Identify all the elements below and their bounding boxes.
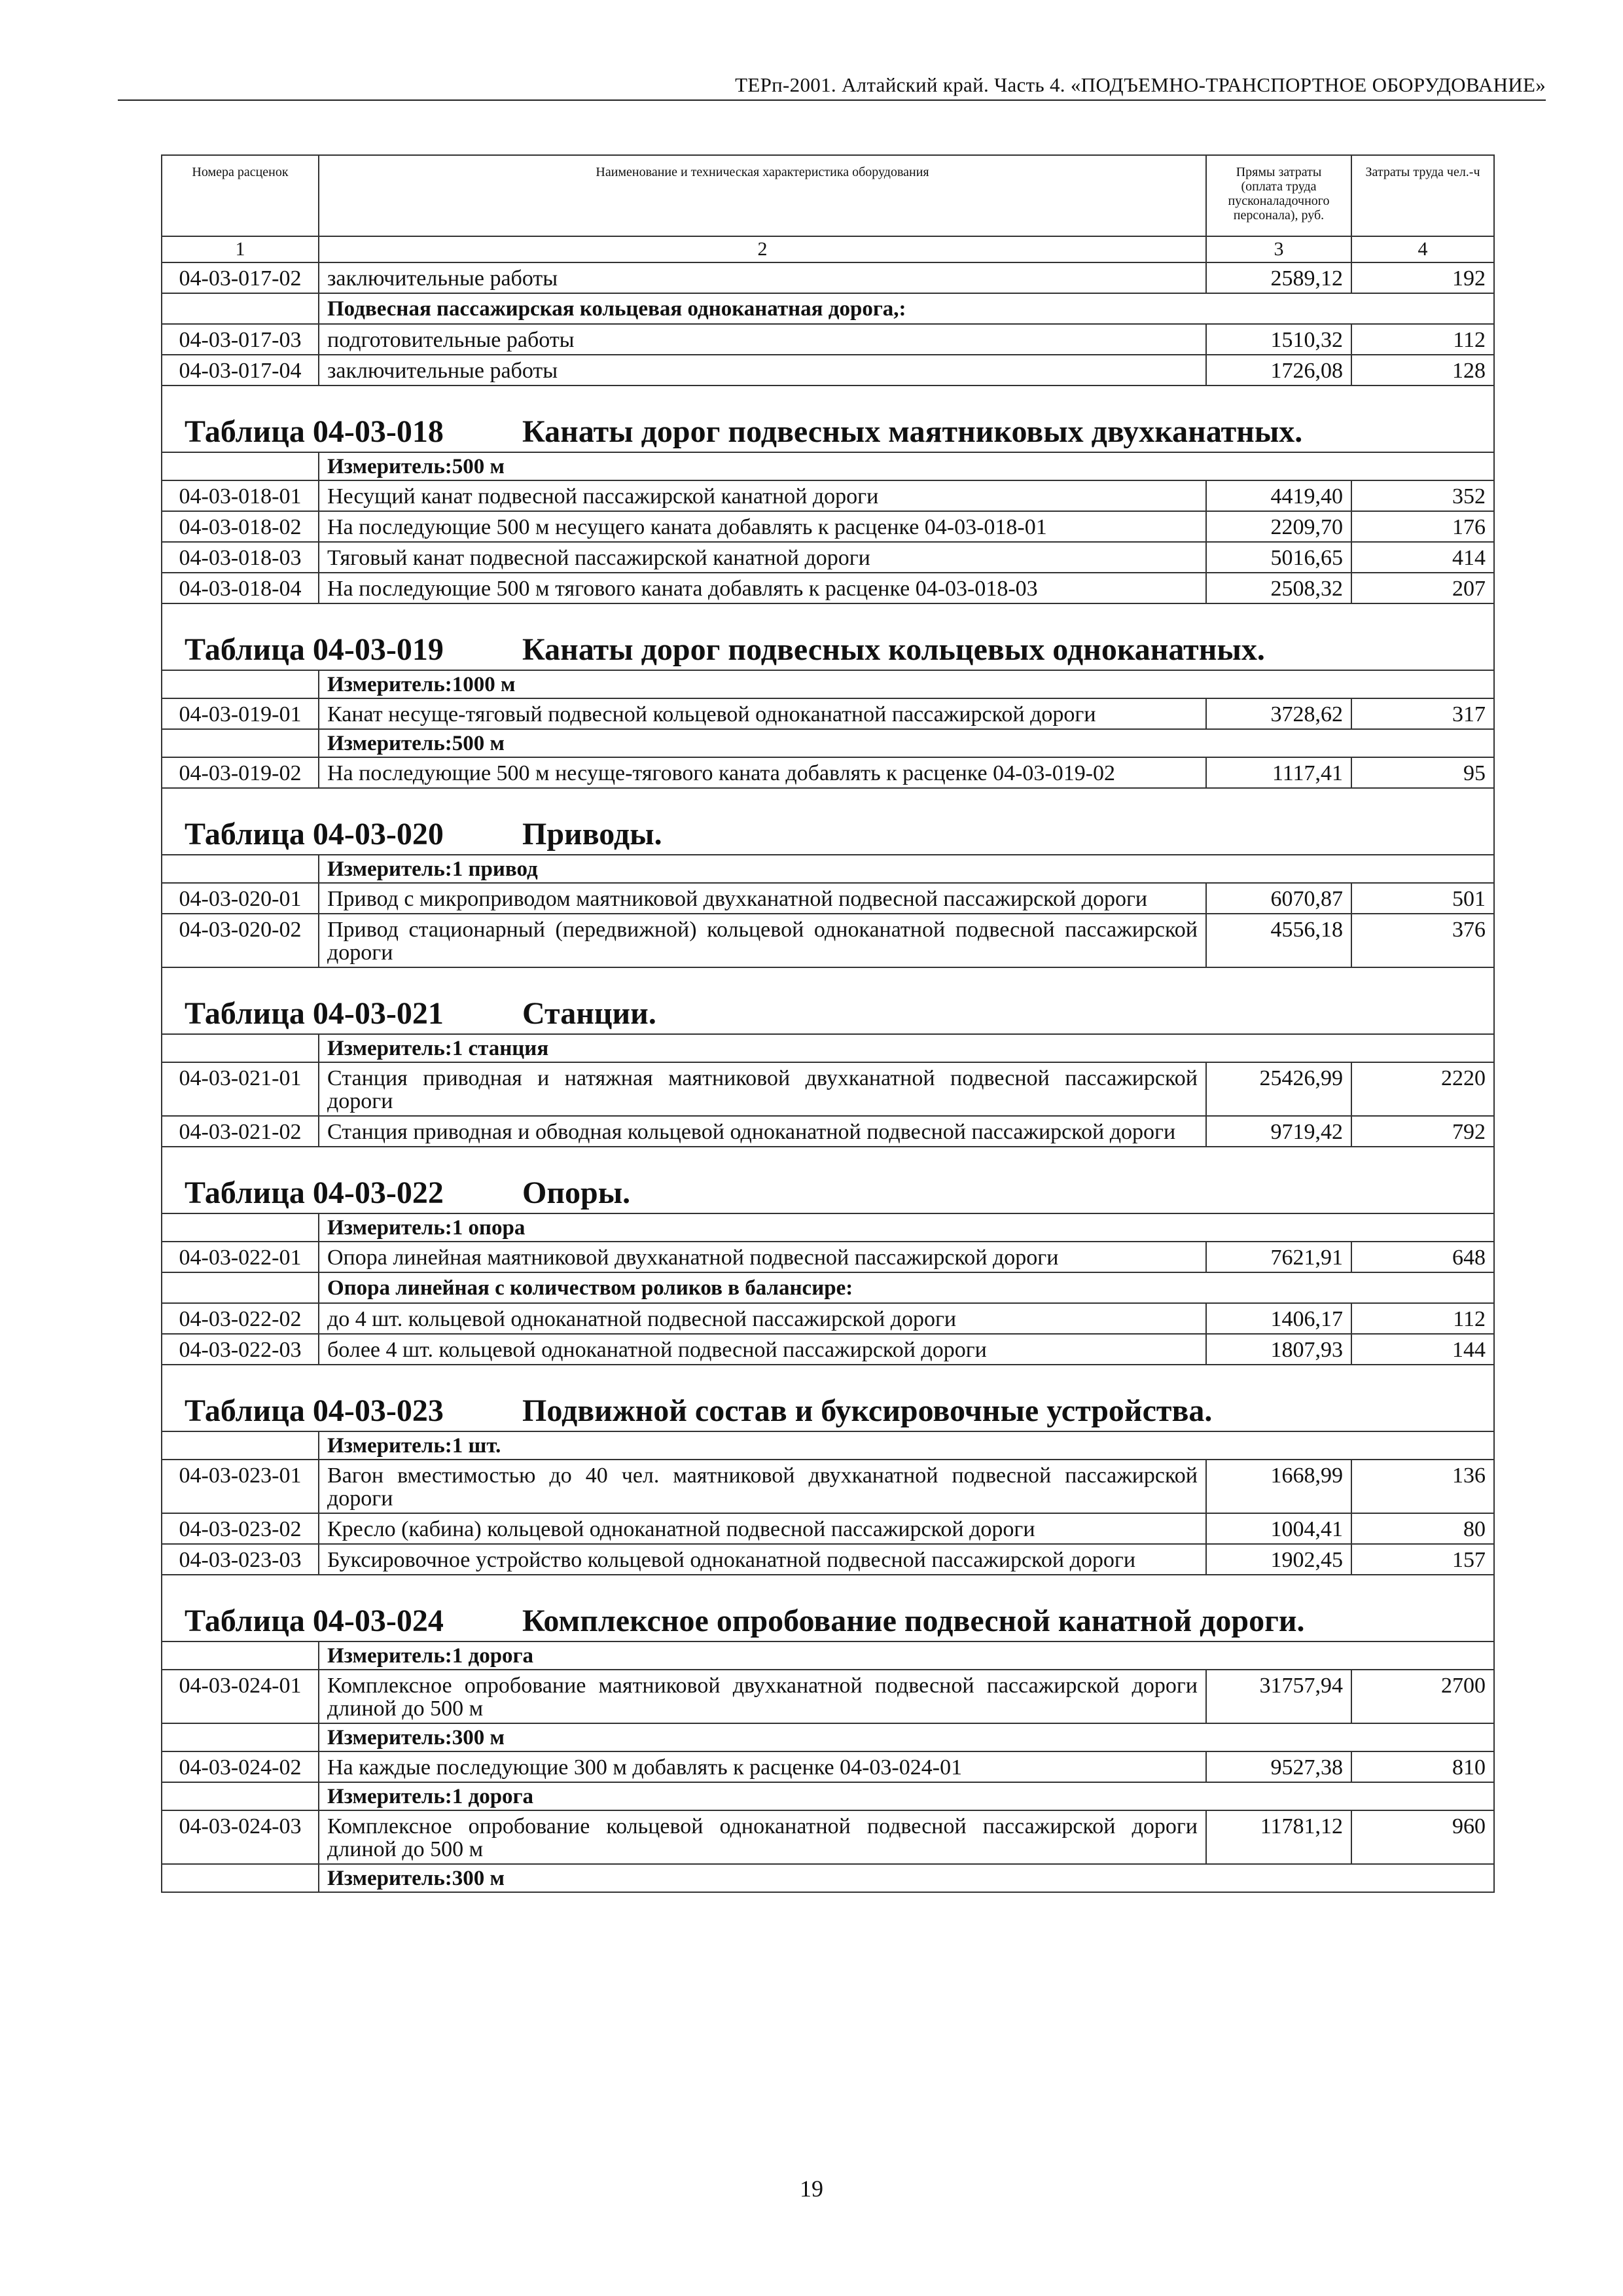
table-caption: Комплексное опробование подвесной канатной дороги. <box>522 1604 1305 1638</box>
rate-labor: 95 <box>1351 757 1494 788</box>
table-title-row <box>162 967 1494 1034</box>
rate-name: Станция приводная и натяжная маятниковой двухканатной подвесной пассажирской дороги <box>319 1062 1206 1116</box>
table-row <box>162 542 1494 573</box>
price-table-body <box>162 155 1494 1892</box>
rate-labor: 792 <box>1351 1116 1494 1147</box>
rate-code: 04-03-023-03 <box>162 1544 319 1575</box>
rate-code: 04-03-017-03 <box>162 324 319 355</box>
table-title <box>162 788 1494 855</box>
table-caption: Опоры. <box>522 1175 631 1210</box>
rate-labor: 80 <box>1351 1513 1494 1544</box>
table-row <box>162 480 1494 511</box>
table-title-row <box>162 603 1494 670</box>
rate-labor: 112 <box>1351 324 1494 355</box>
rate-cost: 1004,41 <box>1206 1513 1351 1544</box>
column-number-1: 1 <box>162 236 319 262</box>
meter-label: Измеритель:500 м <box>319 729 1494 757</box>
rate-name: Привод с микроприводом маятниковой двухканатной подвесной пассажирской дороги <box>319 883 1206 914</box>
table-row <box>162 511 1494 542</box>
running-header: ТЕРп-2001. Алтайский край. Часть 4. «ПОДЪЕМНО-ТРАНСПОРТНОЕ ОБОРУДОВАНИЕ» <box>118 73 1546 101</box>
rate-name: Опора линейная маятниковой двухканатной подвесной пассажирской дороги <box>319 1242 1206 1272</box>
page-number: 19 <box>800 2176 823 2202</box>
group-row <box>162 1272 1494 1303</box>
rate-cost: 31757,94 <box>1206 1670 1351 1723</box>
rate-labor: 128 <box>1351 355 1494 386</box>
rate-cost: 4556,18 <box>1206 914 1351 967</box>
meter-empty-cell <box>162 1431 319 1460</box>
rate-cost: 11781,12 <box>1206 1810 1351 1864</box>
meter-label: Измеритель:300 м <box>319 1723 1494 1751</box>
meter-row <box>162 1213 1494 1242</box>
rate-name: Тяговый канат подвесной пассажирской канатной дороги <box>319 542 1206 573</box>
rate-code: 04-03-018-03 <box>162 542 319 573</box>
meter-empty-cell <box>162 670 319 698</box>
table-row <box>162 698 1494 729</box>
table-number: Таблица 04-03-023 <box>185 1393 444 1428</box>
meter-empty-cell <box>162 1034 319 1062</box>
group-empty-cell <box>162 1272 319 1303</box>
rate-code: 04-03-024-03 <box>162 1810 319 1864</box>
rate-cost: 1406,17 <box>1206 1303 1351 1334</box>
rate-labor: 317 <box>1351 698 1494 729</box>
rate-code: 04-03-020-02 <box>162 914 319 967</box>
meter-empty-cell <box>162 1723 319 1751</box>
rate-code: 04-03-018-01 <box>162 480 319 511</box>
table-row <box>162 883 1494 914</box>
table-title-row <box>162 1365 1494 1431</box>
meter-label: Измеритель:1 шт. <box>319 1431 1494 1460</box>
table-number: Таблица 04-03-019 <box>185 632 444 667</box>
rate-labor: 2700 <box>1351 1670 1494 1723</box>
table-number: Таблица 04-03-018 <box>185 414 444 449</box>
rate-labor: 112 <box>1351 1303 1494 1334</box>
rate-cost: 25426,99 <box>1206 1062 1351 1116</box>
table-title <box>162 1147 1494 1213</box>
table-title <box>162 967 1494 1034</box>
rate-cost: 3728,62 <box>1206 698 1351 729</box>
meter-row <box>162 1864 1494 1892</box>
column-header-labor: Затраты труда чел.-ч <box>1351 155 1494 236</box>
rate-name: Канат несуще-тяговый подвесной кольцевой одноканатной пассажирской дороги <box>319 698 1206 729</box>
rate-cost: 1807,93 <box>1206 1334 1351 1365</box>
rate-code: 04-03-017-02 <box>162 262 319 293</box>
rate-code: 04-03-021-02 <box>162 1116 319 1147</box>
meter-empty-cell <box>162 1213 319 1242</box>
rate-cost: 9527,38 <box>1206 1751 1351 1782</box>
rate-cost: 7621,91 <box>1206 1242 1351 1272</box>
meter-row <box>162 729 1494 757</box>
meter-label: Измеритель:1000 м <box>319 670 1494 698</box>
meter-empty-cell <box>162 452 319 480</box>
rate-cost: 2589,12 <box>1206 262 1351 293</box>
table-row <box>162 324 1494 355</box>
table-row <box>162 1513 1494 1544</box>
table-row <box>162 262 1494 293</box>
rate-cost: 4419,40 <box>1206 480 1351 511</box>
rate-name: подготовительные работы <box>319 324 1206 355</box>
meter-row <box>162 1641 1494 1670</box>
table-title-row <box>162 386 1494 452</box>
table-row <box>162 1670 1494 1723</box>
rate-code: 04-03-022-02 <box>162 1303 319 1334</box>
meter-row <box>162 1723 1494 1751</box>
table-row <box>162 1116 1494 1147</box>
meter-row <box>162 1782 1494 1810</box>
rate-cost: 1902,45 <box>1206 1544 1351 1575</box>
group-row <box>162 293 1494 324</box>
table-row <box>162 914 1494 967</box>
group-label: Опора линейная с количеством роликов в балансире: <box>319 1272 1494 1303</box>
column-header-cost: Прямы затраты (оплата труда пусконаладочного персонала), руб. <box>1206 155 1351 236</box>
column-number-4: 4 <box>1351 236 1494 262</box>
meter-row <box>162 855 1494 883</box>
table-title <box>162 386 1494 452</box>
rate-code: 04-03-023-02 <box>162 1513 319 1544</box>
table-caption: Канаты дорог подвесных маятниковых двухканатных. <box>522 414 1303 449</box>
table-row <box>162 1810 1494 1864</box>
table-caption: Подвижной состав и буксировочные устройства. <box>522 1393 1213 1428</box>
table-title-row <box>162 1575 1494 1641</box>
rate-code: 04-03-023-01 <box>162 1460 319 1513</box>
rate-name: Комплексное опробование маятниковой двухканатной подвесной пассажирской дороги длиной до 500 м <box>319 1670 1206 1723</box>
rate-code: 04-03-024-01 <box>162 1670 319 1723</box>
table-number: Таблица 04-03-022 <box>185 1175 444 1210</box>
table-row <box>162 1751 1494 1782</box>
table-title-row <box>162 1147 1494 1213</box>
table-row <box>162 757 1494 788</box>
rate-name: Привод стационарный (передвижной) кольцевой одноканатной подвесной пассажирской дороги <box>319 914 1206 967</box>
rate-name: На последующие 500 м тягового каната добавлять к расценке 04-03-018-03 <box>319 573 1206 603</box>
rate-name: Буксировочное устройство кольцевой одноканатной подвесной пассажирской дороги <box>319 1544 1206 1575</box>
meter-empty-cell <box>162 855 319 883</box>
rate-labor: 207 <box>1351 573 1494 603</box>
rate-labor: 192 <box>1351 262 1494 293</box>
rate-labor: 501 <box>1351 883 1494 914</box>
column-number-3: 3 <box>1206 236 1351 262</box>
rate-code: 04-03-021-01 <box>162 1062 319 1116</box>
rate-labor: 136 <box>1351 1460 1494 1513</box>
meter-label: Измеритель:300 м <box>319 1864 1494 1892</box>
meter-label: Измеритель:1 дорога <box>319 1782 1494 1810</box>
rate-labor: 376 <box>1351 914 1494 967</box>
column-header-name: Наименование и техническая характеристика оборудования <box>319 155 1206 236</box>
rate-name: На каждые последующие 300 м добавлять к расценке 04-03-024-01 <box>319 1751 1206 1782</box>
rate-labor: 414 <box>1351 542 1494 573</box>
rate-code: 04-03-018-02 <box>162 511 319 542</box>
column-number-2: 2 <box>319 236 1206 262</box>
table-number: Таблица 04-03-020 <box>185 817 444 852</box>
meter-label: Измеритель:1 дорога <box>319 1641 1494 1670</box>
rate-cost: 1510,32 <box>1206 324 1351 355</box>
meter-row <box>162 1431 1494 1460</box>
rate-labor: 157 <box>1351 1544 1494 1575</box>
column-header-code: Номера расценок <box>162 155 319 236</box>
rate-cost: 2209,70 <box>1206 511 1351 542</box>
table-caption: Приводы. <box>522 817 662 852</box>
meter-empty-cell <box>162 1864 319 1892</box>
table-row <box>162 1334 1494 1365</box>
rate-code: 04-03-019-02 <box>162 757 319 788</box>
rate-labor: 144 <box>1351 1334 1494 1365</box>
meter-label: Измеритель:1 опора <box>319 1213 1494 1242</box>
column-header-row <box>162 155 1494 236</box>
group-label: Подвесная пассажирская кольцевая одноканатная дорога,: <box>319 293 1494 324</box>
rate-cost: 5016,65 <box>1206 542 1351 573</box>
rate-name: до 4 шт. кольцевой одноканатной подвесной пассажирской дороги <box>319 1303 1206 1334</box>
rate-code: 04-03-017-04 <box>162 355 319 386</box>
group-empty-cell <box>162 293 319 324</box>
table-row <box>162 355 1494 386</box>
rate-cost: 1117,41 <box>1206 757 1351 788</box>
rate-code: 04-03-022-01 <box>162 1242 319 1272</box>
table-row <box>162 1544 1494 1575</box>
table-row <box>162 1062 1494 1116</box>
rate-labor: 810 <box>1351 1751 1494 1782</box>
table-caption: Станции. <box>522 996 656 1031</box>
rate-name: Кресло (кабина) кольцевой одноканатной подвесной пассажирской дороги <box>319 1513 1206 1544</box>
meter-label: Измеритель:1 станция <box>319 1034 1494 1062</box>
meter-empty-cell <box>162 1782 319 1810</box>
table-row <box>162 573 1494 603</box>
rate-name: Несущий канат подвесной пассажирской канатной дороги <box>319 480 1206 511</box>
rate-labor: 352 <box>1351 480 1494 511</box>
meter-empty-cell <box>162 729 319 757</box>
rate-code: 04-03-018-04 <box>162 573 319 603</box>
rate-cost: 1726,08 <box>1206 355 1351 386</box>
rate-name: На последующие 500 м несуще-тягового каната добавлять к расценке 04-03-019-02 <box>319 757 1206 788</box>
rate-name: заключительные работы <box>319 262 1206 293</box>
rate-name: более 4 шт. кольцевой одноканатной подвесной пассажирской дороги <box>319 1334 1206 1365</box>
rate-code: 04-03-024-02 <box>162 1751 319 1782</box>
table-title <box>162 1365 1494 1431</box>
table-number: Таблица 04-03-024 <box>185 1604 444 1638</box>
table-number: Таблица 04-03-021 <box>185 996 444 1031</box>
table-row <box>162 1242 1494 1272</box>
rate-code: 04-03-022-03 <box>162 1334 319 1365</box>
rate-labor: 2220 <box>1351 1062 1494 1116</box>
rate-name: На последующие 500 м несущего каната добавлять к расценке 04-03-018-01 <box>319 511 1206 542</box>
rate-name: Комплексное опробование кольцевой одноканатной подвесной пассажирской дороги длиной до 500 м <box>319 1810 1206 1864</box>
table-row <box>162 1460 1494 1513</box>
column-number-row <box>162 236 1494 262</box>
rate-cost: 1668,99 <box>1206 1460 1351 1513</box>
price-table <box>161 154 1495 1893</box>
meter-row <box>162 1034 1494 1062</box>
rate-labor: 648 <box>1351 1242 1494 1272</box>
table-row <box>162 1303 1494 1334</box>
rate-labor: 176 <box>1351 511 1494 542</box>
rate-code: 04-03-019-01 <box>162 698 319 729</box>
meter-label: Измеритель:1 привод <box>319 855 1494 883</box>
meter-label: Измеритель:500 м <box>319 452 1494 480</box>
table-title <box>162 1575 1494 1641</box>
meter-row <box>162 670 1494 698</box>
rate-cost: 2508,32 <box>1206 573 1351 603</box>
rate-code: 04-03-020-01 <box>162 883 319 914</box>
rate-labor: 960 <box>1351 1810 1494 1864</box>
meter-empty-cell <box>162 1641 319 1670</box>
rate-name: Станция приводная и обводная кольцевой одноканатной подвесной пассажирской дороги <box>319 1116 1206 1147</box>
rate-cost: 6070,87 <box>1206 883 1351 914</box>
table-caption: Канаты дорог подвесных кольцевых одноканатных. <box>522 632 1265 667</box>
table-title <box>162 603 1494 670</box>
rate-cost: 9719,42 <box>1206 1116 1351 1147</box>
table-title-row <box>162 788 1494 855</box>
rate-name: заключительные работы <box>319 355 1206 386</box>
meter-row <box>162 452 1494 480</box>
rate-name: Вагон вместимостью до 40 чел. маятниковой двухканатной подвесной пассажирской дороги <box>319 1460 1206 1513</box>
